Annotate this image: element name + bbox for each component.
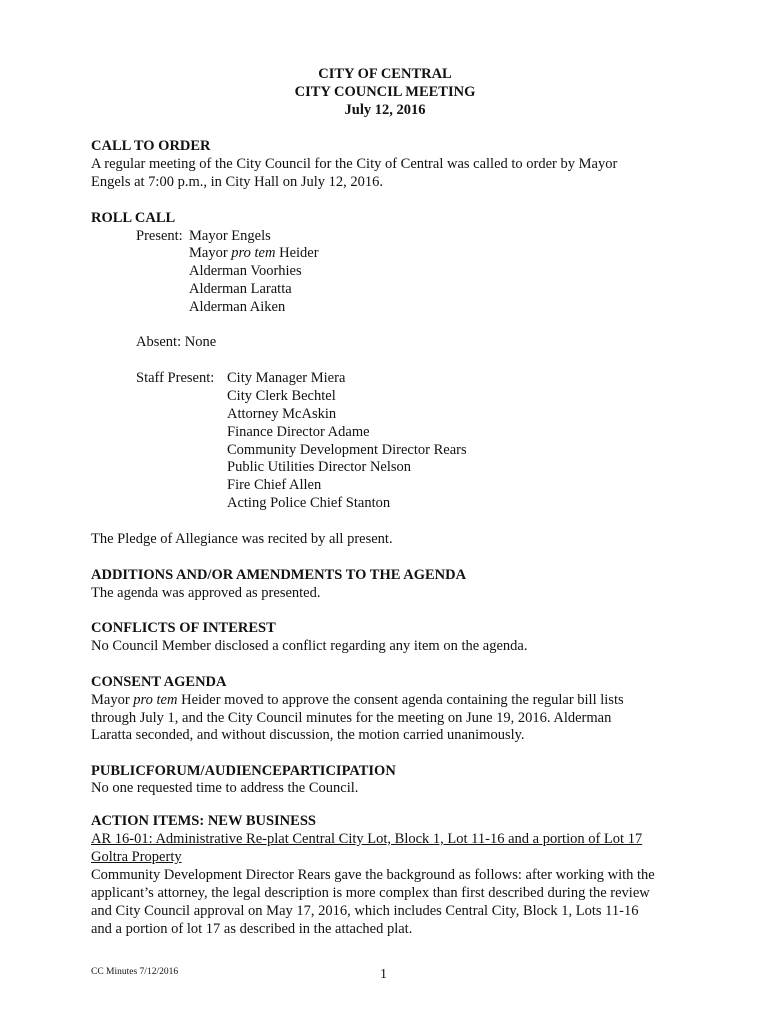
absent-value: None [184,334,217,350]
call-to-order-heading: CALL TO ORDER [91,138,211,154]
action-item-paragraph-2: applicant’s attorney, the legal description is more complex than first described during the review [91,885,650,901]
consent-text: Heider moved to approve the consent agenda containing the regular bill lists [181,692,624,708]
public-forum-text: No one requested time to address the Council. [91,780,359,796]
present-member [189,244,319,262]
action-item-title-2: Goltra Property [91,849,182,865]
present-member: Mayor Engels [189,228,271,244]
title-text: Mayor [189,245,228,261]
pro-tem-italic: pro tem [133,692,178,708]
call-to-order-text-1: A regular meeting of the City Council for the City of Central was called to order by Mayor [91,156,618,172]
staff-member: Finance Director Adame [227,424,370,440]
action-item-title-1: AR 16-01: Administrative Re-plat Central City Lot, Block 1, Lot 11-16 and a portion of Lot 17 [91,831,643,847]
pledge-text: The Pledge of Allegiance was recited by all present. [91,531,393,547]
consent-line-2: through July 1, and the City Council minutes for the meeting on June 19, 2016. Alderman [91,710,612,726]
call-to-order-text-2: Engels at 7:00 p.m., in City Hall on July 12, 2016. [91,174,384,190]
staff-member: Public Utilities Director Nelson [227,459,412,475]
present-label: Present: [136,228,183,244]
staff-member: Acting Police Chief Stanton [227,495,391,511]
staff-member: Fire Chief Allen [227,477,322,493]
consent-line-3: Laratta seconded, and without discussion, the motion carried unanimously. [91,727,525,743]
additions-text: The agenda was approved as presented. [91,585,321,601]
action-item-paragraph-1: Community Development Director Rears gave the background as follows: after working with the [91,867,655,883]
present-member: Alderman Aiken [189,299,286,315]
absent-label: Absent: [136,334,182,350]
consent-line-1 [91,691,624,709]
staff-label: Staff Present: [136,370,215,386]
action-item-paragraph-3: and City Council approval on May 17, 2016, which includes Central City, Block 1, Lots 11-16 [91,903,639,919]
roll-call-heading: ROLL CALL [91,210,176,226]
conflicts-text: No Council Member disclosed a conflict regarding any item on the agenda. [91,638,528,654]
additions-heading: ADDITIONS AND/OR AMENDMENTS TO THE AGENDA [91,567,467,583]
staff-member: City Clerk Bechtel [227,388,336,404]
header-date: July 12, 2016 [344,102,426,118]
staff-member: Attorney McAskin [227,406,337,422]
header-meeting: CITY COUNCIL MEETING [294,84,476,100]
conflicts-heading: CONFLICTS OF INTEREST [91,620,276,636]
page-number: 1 [380,967,387,982]
name-text: Heider [279,245,319,261]
consent-mayor: Mayor [91,692,130,708]
staff-member: City Manager Miera [227,370,346,386]
public-forum-heading: PUBLICFORUM/AUDIENCEPARTICIPATION [91,763,396,779]
staff-member: Community Development Director Rears [227,442,467,458]
consent-heading: CONSENT AGENDA [91,674,227,690]
footer-label: CC Minutes 7/12/2016 [91,967,179,977]
present-member: Alderman Laratta [189,281,292,297]
absent-line [136,333,216,351]
action-items-heading: ACTION ITEMS: NEW BUSINESS [91,813,316,829]
action-item-paragraph-4: and a portion of lot 17 as described in the attached plat. [91,921,413,937]
header-city: CITY OF CENTRAL [318,66,452,82]
pro-tem-italic: pro tem [231,245,276,261]
present-member: Alderman Voorhies [189,263,302,279]
